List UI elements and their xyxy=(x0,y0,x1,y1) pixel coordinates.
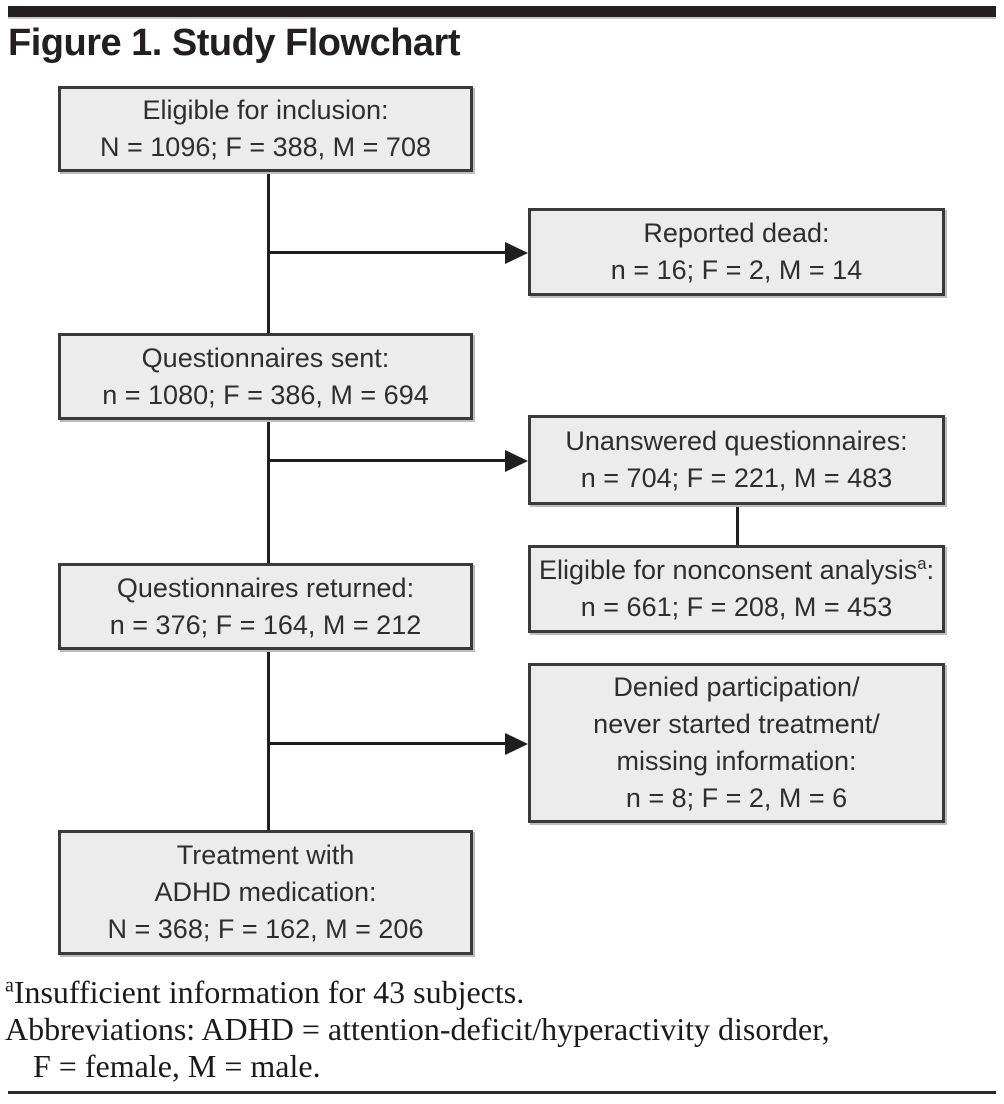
connector-returned-to-treatment xyxy=(267,650,270,830)
box-text-line: n = 16; F = 2, M = 14 xyxy=(610,255,863,285)
box-text-segment: : xyxy=(926,555,935,585)
flow-box-questionnaires-returned xyxy=(58,563,473,650)
box-text-line: never started treatment/ xyxy=(593,709,880,739)
box-text-line: Denied participation/ xyxy=(613,672,860,702)
box-text-line: n = 1080; F = 386, M = 694 xyxy=(102,379,429,410)
box-text-line: Questionnaires sent: xyxy=(141,342,390,373)
box-text-line: n = 704; F = 221, M = 483 xyxy=(580,463,893,493)
arrow-line-to-denied xyxy=(268,742,506,745)
box-text-segment: Eligible for nonconsent analysis xyxy=(538,555,918,585)
box-text-line: n = 376; F = 164, M = 212 xyxy=(109,609,422,640)
superscript-a: a xyxy=(5,974,14,997)
arrow-line-to-dead xyxy=(268,251,506,254)
box-text-line: n = 8; F = 2, M = 6 xyxy=(625,783,848,813)
flow-box-questionnaires-sent xyxy=(58,333,473,420)
flow-box-reported-dead xyxy=(528,208,945,296)
arrowhead-icon xyxy=(505,450,528,472)
flow-box-unanswered-questionnaires xyxy=(528,415,945,505)
box-text-line: n = 661; F = 208, M = 453 xyxy=(580,592,893,622)
box-text-line: missing information: xyxy=(616,746,857,776)
footnote-a xyxy=(5,974,995,1011)
arrow-line-to-unanswered xyxy=(268,459,506,462)
arrowhead-icon xyxy=(505,733,528,755)
connector-unanswered-to-nonconsent xyxy=(736,505,739,545)
top-rule xyxy=(8,6,996,17)
box-text-line xyxy=(539,552,934,589)
figure-footnotes xyxy=(5,974,995,1085)
figure-title: Figure 1. Study Flowchart xyxy=(8,22,460,64)
flow-box-eligible-for-inclusion xyxy=(58,86,473,172)
bottom-rule xyxy=(8,1091,996,1094)
box-text-line: Reported dead: xyxy=(643,218,830,248)
footnote-abbreviations-line2: F = female, M = male. xyxy=(33,1048,321,1084)
connector-sent-to-returned xyxy=(267,420,270,563)
flow-box-denied-participation xyxy=(528,663,945,823)
footnote-abbreviations-line1: Abbreviations: ADHD = attention-deficit/hyperactivity disorder, xyxy=(5,1011,830,1047)
arrowhead-icon xyxy=(505,242,528,264)
flow-box-treatment-with-adhd-medication xyxy=(58,830,473,955)
box-text-line: Unanswered questionnaires: xyxy=(565,426,908,456)
box-text-line: Eligible for inclusion: xyxy=(142,95,389,125)
box-text-line: ADHD medication: xyxy=(154,877,377,907)
box-text-line: N = 1096; F = 388, M = 708 xyxy=(100,132,431,162)
footnote-a-text: Insufficient information for 43 subjects. xyxy=(13,974,525,1010)
box-text-line: Questionnaires returned: xyxy=(116,572,415,603)
flow-box-eligible-for-nonconsent-analysis xyxy=(528,545,945,633)
box-text-line: N = 368; F = 162, M = 206 xyxy=(107,914,424,944)
superscript-a: a xyxy=(917,554,927,573)
box-text-line: Treatment with xyxy=(176,840,355,870)
